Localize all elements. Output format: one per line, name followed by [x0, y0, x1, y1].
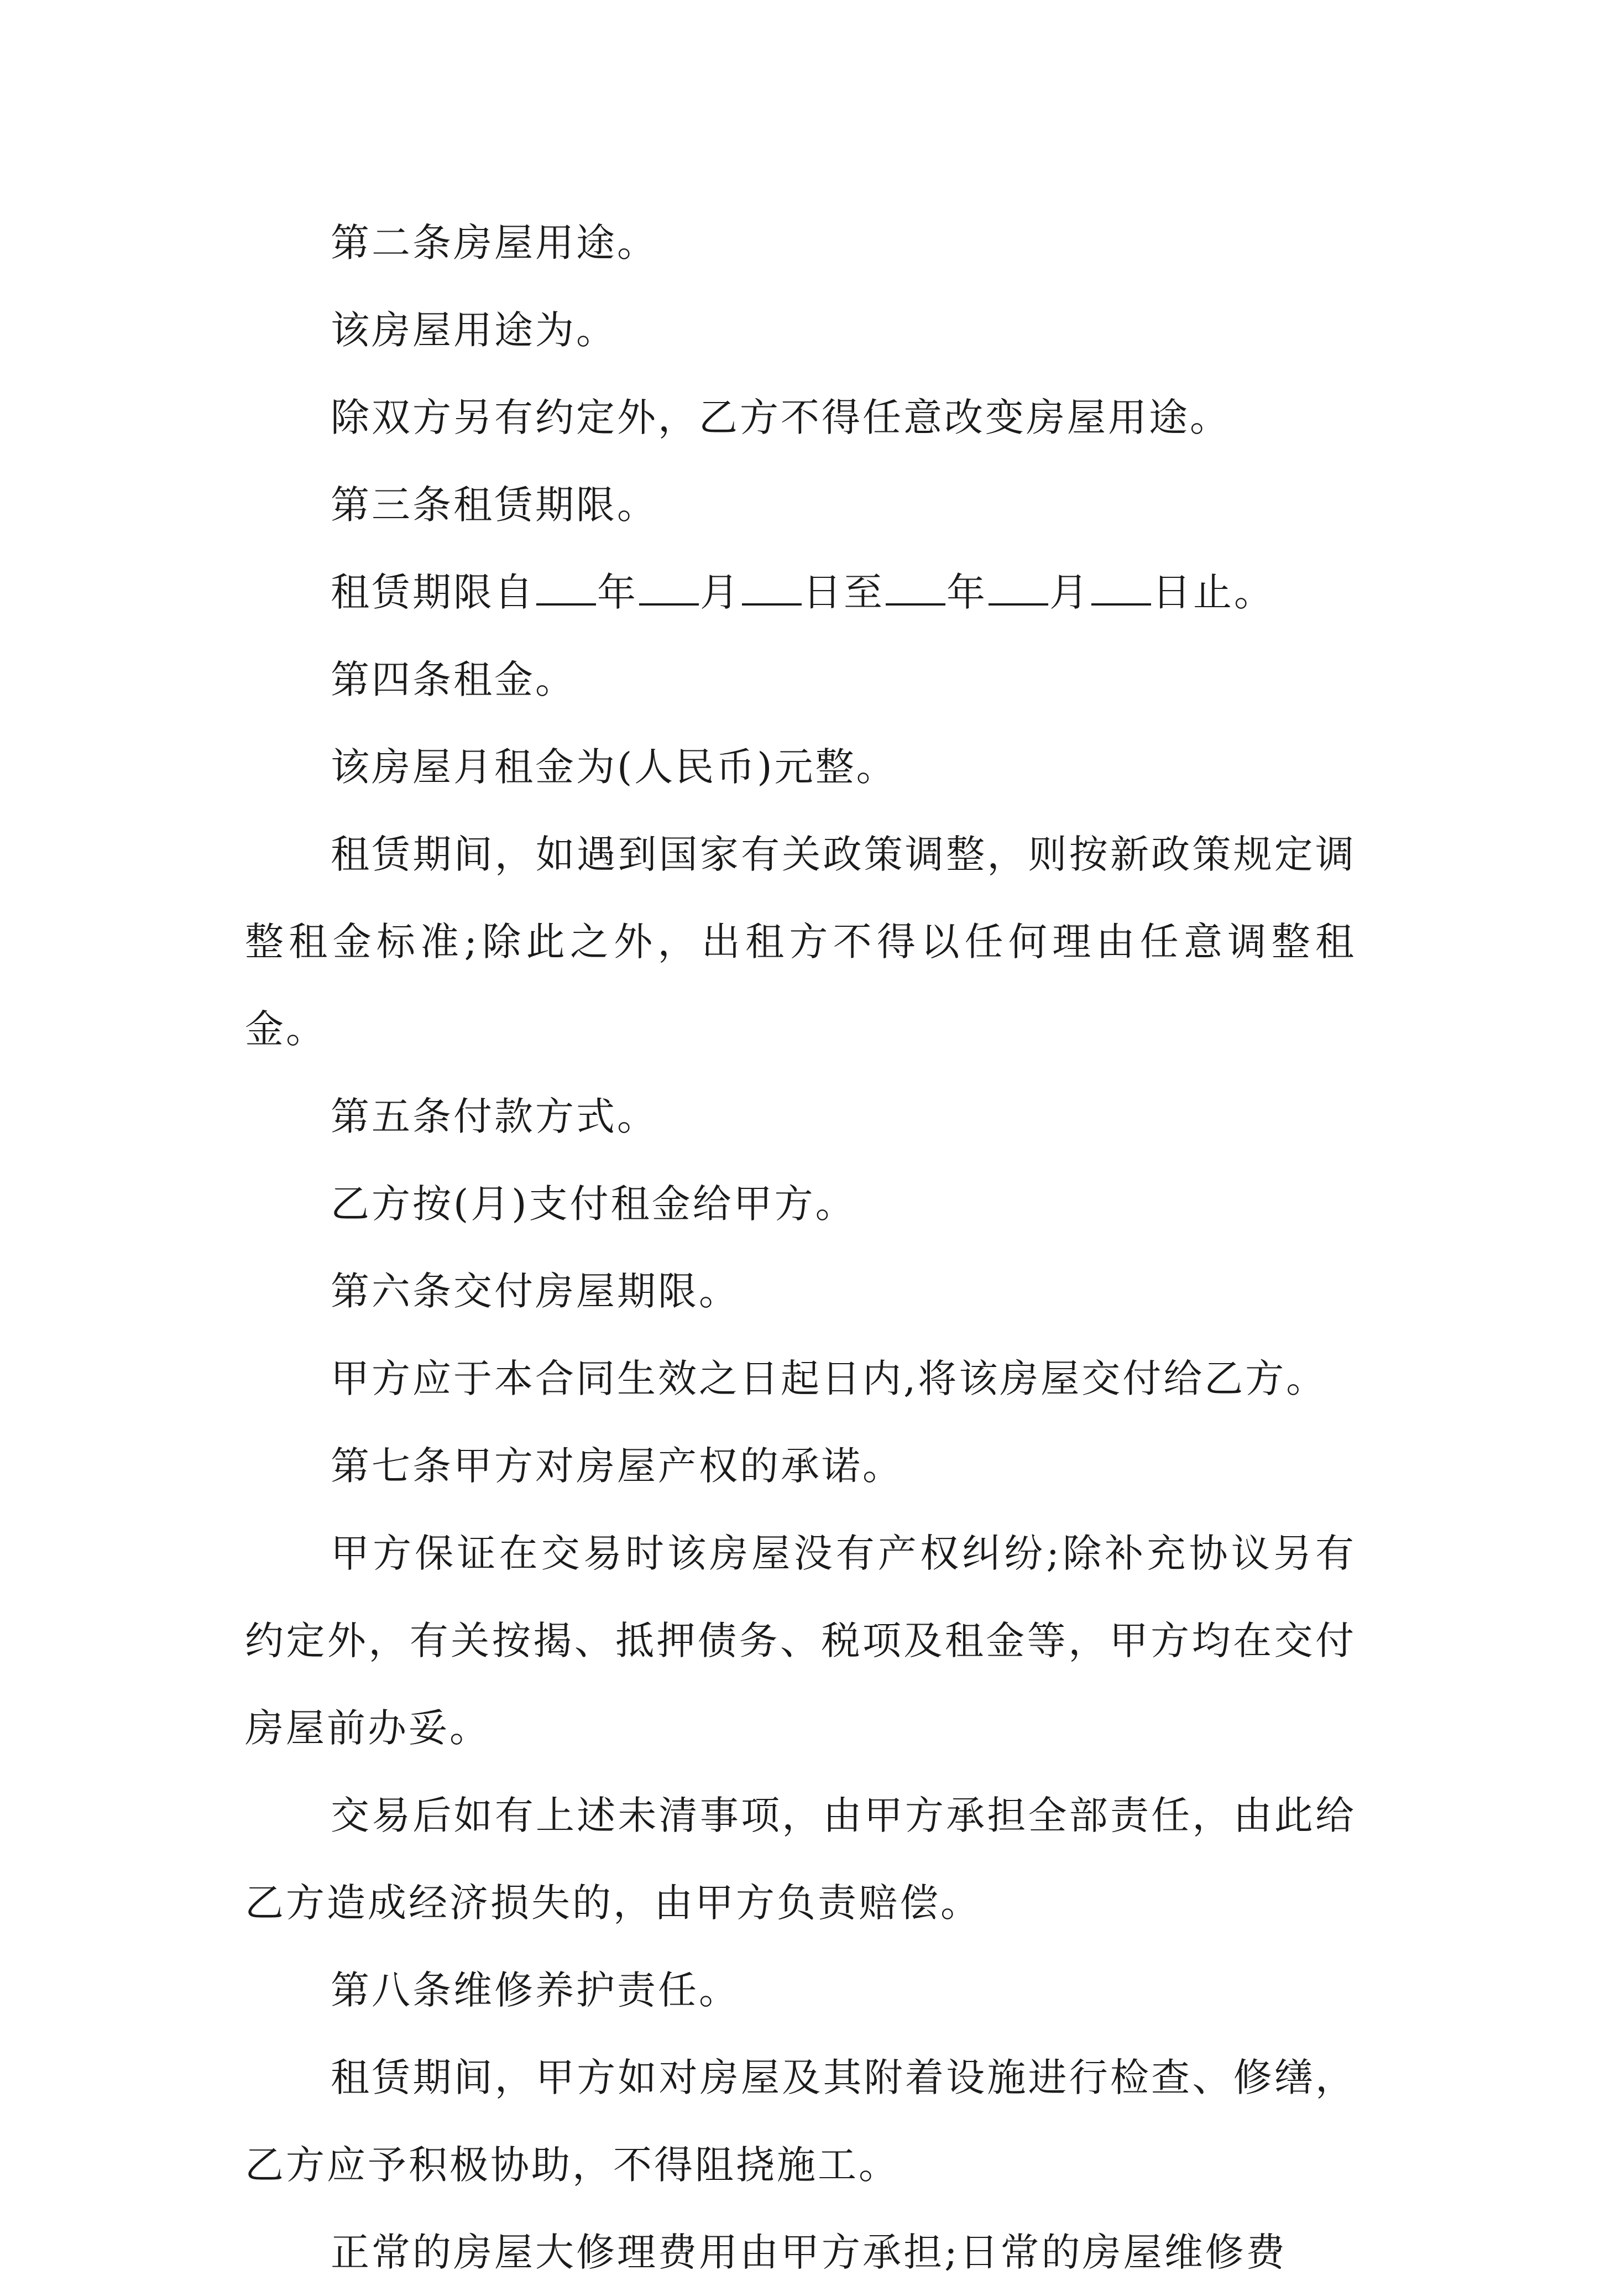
lease-term-line — [245, 549, 1356, 636]
lease-term-day-end: 日止。 — [1152, 570, 1275, 615]
blank-line — [1091, 569, 1151, 606]
clause-2-heading: 第二条房屋用途。 — [331, 220, 658, 265]
monthly-rent-line: 该房屋月租金为(人民币)元整。 — [331, 744, 897, 790]
clause-6-heading: 第六条交付房屋期限。 — [331, 1269, 740, 1314]
blank-line — [742, 569, 802, 606]
blank-line — [989, 569, 1048, 606]
inspection-repair-paragraph: 租赁期间，甲方如对房屋及其附着设施进行检查、修缮，乙方应予积极协助，不得阻挠施工。 — [245, 2055, 1356, 2188]
clause-5-heading: 第五条付款方式。 — [331, 1094, 658, 1139]
clause-8-heading: 第八条维修养护责任。 — [331, 1968, 740, 2013]
lease-term-year-2: 年 — [947, 570, 987, 615]
blank-line — [536, 569, 596, 606]
lease-term-prefix: 租赁期限自 — [331, 570, 535, 615]
house-use-restriction: 除双方另有约定外，乙方不得任意改变房屋用途。 — [331, 395, 1231, 440]
lease-term-day-to: 日至 — [803, 570, 885, 615]
house-use-line: 该房屋用途为。 — [331, 307, 617, 353]
clause-7-heading: 第七条甲方对房屋产权的承诺。 — [331, 1443, 903, 1489]
payment-method-line: 乙方按(月)支付租金给甲方。 — [331, 1181, 856, 1227]
clause-4-heading: 第四条租金。 — [331, 657, 576, 702]
liability-paragraph: 交易后如有上述未清事项，由甲方承担全部责任，由此给乙方造成经济损失的，由甲方负责赔偿。 — [245, 1793, 1356, 1925]
blank-line — [886, 569, 945, 606]
lease-term-month-1: 月 — [700, 570, 741, 615]
lease-term-month-2: 月 — [1049, 570, 1090, 615]
repair-cost-paragraph: 正常的房屋大修理费用由甲方承担;日常的房屋维修费 — [331, 2230, 1287, 2275]
rent-adjustment-paragraph: 租赁期间，如遇到国家有关政策调整，则按新政策规定调整租金标准;除此之外，出租方不得以任何理由任意调整租金。 — [245, 832, 1356, 1052]
lease-term-year-1: 年 — [597, 570, 638, 615]
delivery-deadline-line: 甲方应于本合同生效之日起日内,将该房屋交付给乙方。 — [331, 1356, 1327, 1401]
clause-3-heading: 第三条租赁期限。 — [331, 482, 658, 528]
contract-body — [245, 199, 1356, 2296]
property-rights-guarantee: 甲方保证在交易时该房屋没有产权纠纷;除补充协议另有约定外，有关按揭、抵押债务、税项及租金等，甲方均在交付房屋前办妥。 — [245, 1531, 1356, 1751]
blank-line — [639, 569, 699, 606]
